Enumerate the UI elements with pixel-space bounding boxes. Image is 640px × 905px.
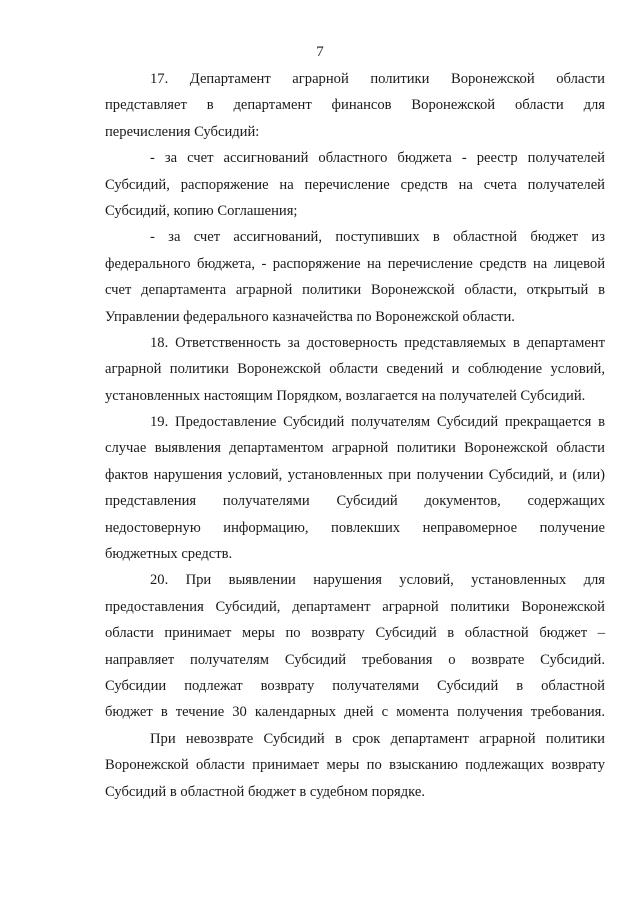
text-line: - за счет ассигнований областного бюджета - реестр получателей <box>150 150 605 167</box>
paragraph-20 <box>105 567 605 725</box>
text-line: Воронежской области принимает меры по взысканию подлежащих возврату <box>105 757 605 774</box>
page-number: 7 <box>316 44 324 60</box>
paragraph-17-item-a <box>105 145 605 224</box>
text-line: случае выявления департаментом аграрной политики Воронежской области <box>105 440 605 457</box>
text-line: - за счет ассигнований, поступивших в областной бюджет из <box>150 229 605 246</box>
text-line: Субсидии подлежат возврату получателями Субсидий в областной <box>105 677 605 694</box>
paragraph-17-item-b <box>105 224 605 330</box>
text-line: Субсидий в областной бюджет в судебном порядке. <box>105 783 425 800</box>
text-line: 17. Департамент аграрной политики Воронежской области <box>150 71 605 87</box>
paragraph-18 <box>105 330 605 409</box>
text-line: счет департамента аграрной политики Воронежской области, открытый в <box>105 282 605 299</box>
text-line: Субсидий, копию Соглашения; <box>105 202 298 219</box>
text-line: предоставления Субсидий, департамент аграрной политики Воронежской <box>105 598 605 615</box>
paragraph-17 <box>105 66 605 145</box>
text-line: недостоверную информацию, повлекших неправомерное получение <box>105 519 605 536</box>
paragraph-19 <box>105 409 605 567</box>
text-line: федерального бюджета, - распоряжение на перечисление средств на лицевой <box>105 255 605 272</box>
text-line: направляет получателям Субсидий требования о возврате Субсидий. <box>105 651 605 668</box>
text-line: 19. Предоставление Субсидий получателям Субсидий прекращается в <box>150 414 605 431</box>
text-line: аграрной политики Воронежской области сведений и соблюдение условий, <box>105 361 605 378</box>
text-line: фактов нарушения условий, установленных при получении Субсидий, и (или) <box>105 466 605 483</box>
text-line: области принимает меры по возврату Субсидий в областной бюджет – <box>105 625 605 642</box>
text-line: 18. Ответственность за достоверность представляемых в департамент <box>150 334 605 351</box>
text-line: 20. При выявлении нарушения условий, установленных для <box>150 572 605 589</box>
paragraph-20-continuation <box>105 726 605 805</box>
document-body <box>105 66 605 805</box>
text-line: перечисления Субсидий: <box>105 123 260 140</box>
text-line: Управлении федерального казначейства по Воронежской области. <box>105 308 515 325</box>
text-line: представляет в департамент финансов Воронежской области для <box>105 97 605 114</box>
text-line: При невозврате Субсидий в срок департамент аграрной политики <box>150 730 605 747</box>
text-line: представления получателями Субсидий документов, содержащих <box>105 493 605 510</box>
text-line: Субсидий, распоряжение на перечисление средств на счета получателей <box>105 176 605 193</box>
text-line: установленных настоящим Порядком, возлагается на получателей Субсидий. <box>105 387 586 404</box>
text-line: бюджет в течение 30 календарных дней с момента получения требования. <box>105 704 605 721</box>
text-line: бюджетных средств. <box>105 546 233 563</box>
